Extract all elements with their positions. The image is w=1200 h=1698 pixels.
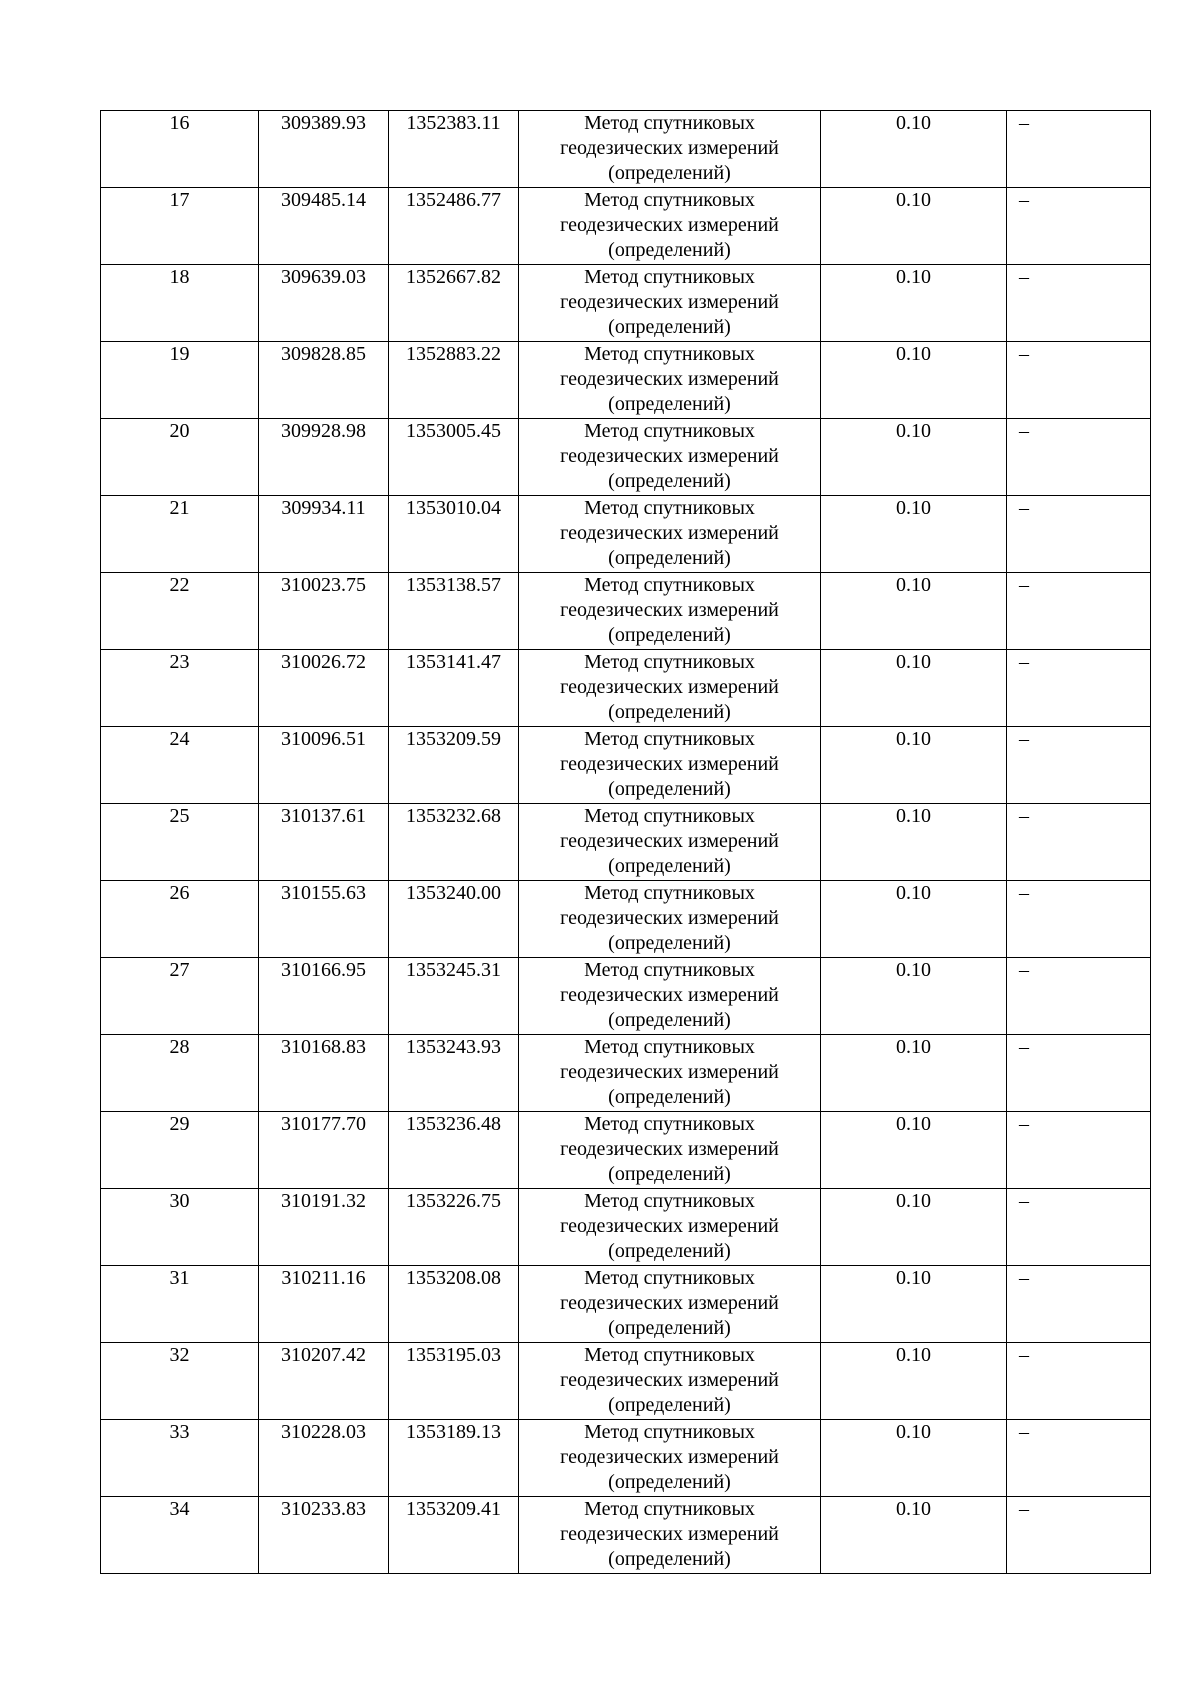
- method-cell: [519, 419, 821, 496]
- x-coordinate-cell: 310137.61: [259, 804, 389, 881]
- x-coordinate-cell: 310155.63: [259, 881, 389, 958]
- y-coordinate-cell: 1353226.75: [389, 1189, 519, 1266]
- method-text-line: Метод спутниковых: [584, 1036, 755, 1058]
- method-cell: [519, 1343, 821, 1420]
- table-row: [101, 958, 1151, 1035]
- accuracy-cell: 0.10: [821, 111, 1007, 188]
- accuracy-cell: 0.10: [821, 573, 1007, 650]
- accuracy-cell: 0.10: [821, 958, 1007, 1035]
- y-coordinate-cell: 1353141.47: [389, 650, 519, 727]
- accuracy-cell: 0.10: [821, 1266, 1007, 1343]
- method-cell: [519, 1189, 821, 1266]
- table-row: [101, 1266, 1151, 1343]
- method-cell: [519, 804, 821, 881]
- method-text-line: Метод спутниковых: [584, 420, 755, 442]
- x-coordinate-cell: 310177.70: [259, 1112, 389, 1189]
- method-text-line: (определений): [608, 701, 731, 723]
- point-number-cell: 25: [101, 804, 259, 881]
- method-text-line: Метод спутниковых: [584, 189, 755, 211]
- x-coordinate-cell: 309639.03: [259, 265, 389, 342]
- table-row: [101, 1112, 1151, 1189]
- table-row: [101, 1497, 1151, 1574]
- accuracy-cell: 0.10: [821, 1189, 1007, 1266]
- method-text-line: геодезических измерений: [560, 291, 779, 313]
- x-coordinate-cell: 310023.75: [259, 573, 389, 650]
- method-text-line: (определений): [608, 1009, 731, 1031]
- method-text-line: геодезических измерений: [560, 1523, 779, 1545]
- x-coordinate-cell: 310211.16: [259, 1266, 389, 1343]
- method-cell: [519, 727, 821, 804]
- method-text-line: (определений): [608, 1163, 731, 1185]
- y-coordinate-cell: 1353232.68: [389, 804, 519, 881]
- method-text-line: (определений): [608, 1086, 731, 1108]
- point-number-cell: 18: [101, 265, 259, 342]
- accuracy-cell: 0.10: [821, 650, 1007, 727]
- method-cell: [519, 342, 821, 419]
- method-text-line: (определений): [608, 316, 731, 338]
- y-coordinate-cell: 1353138.57: [389, 573, 519, 650]
- y-coordinate-cell: 1353236.48: [389, 1112, 519, 1189]
- method-text-line: геодезических измерений: [560, 214, 779, 236]
- accuracy-cell: 0.10: [821, 1343, 1007, 1420]
- method-text-line: Метод спутниковых: [584, 728, 755, 750]
- x-coordinate-cell: 310096.51: [259, 727, 389, 804]
- x-coordinate-cell: 309485.14: [259, 188, 389, 265]
- method-text-line: геодезических измерений: [560, 676, 779, 698]
- table-row: [101, 419, 1151, 496]
- accuracy-cell: 0.10: [821, 1112, 1007, 1189]
- x-coordinate-cell: 310233.83: [259, 1497, 389, 1574]
- method-text-line: Метод спутниковых: [584, 1267, 755, 1289]
- coordinates-table: [100, 110, 1151, 1574]
- x-coordinate-cell: 310166.95: [259, 958, 389, 1035]
- method-text-line: геодезических измерений: [560, 1446, 779, 1468]
- method-cell: [519, 573, 821, 650]
- remark-cell: –: [1007, 573, 1151, 650]
- point-number-cell: 28: [101, 1035, 259, 1112]
- method-text-line: (определений): [608, 778, 731, 800]
- method-cell: [519, 1420, 821, 1497]
- remark-cell: –: [1007, 1189, 1151, 1266]
- table-row: [101, 1189, 1151, 1266]
- x-coordinate-cell: 310026.72: [259, 650, 389, 727]
- y-coordinate-cell: 1352383.11: [389, 111, 519, 188]
- accuracy-cell: 0.10: [821, 1420, 1007, 1497]
- accuracy-cell: 0.10: [821, 419, 1007, 496]
- method-text-line: Метод спутниковых: [584, 266, 755, 288]
- method-cell: [519, 881, 821, 958]
- remark-cell: –: [1007, 958, 1151, 1035]
- table-row: [101, 650, 1151, 727]
- point-number-cell: 17: [101, 188, 259, 265]
- method-text-line: геодезических измерений: [560, 984, 779, 1006]
- accuracy-cell: 0.10: [821, 188, 1007, 265]
- method-text-line: (определений): [608, 1471, 731, 1493]
- y-coordinate-cell: 1352667.82: [389, 265, 519, 342]
- method-text-line: (определений): [608, 1240, 731, 1262]
- method-text-line: (определений): [608, 1394, 731, 1416]
- method-text-line: (определений): [608, 162, 731, 184]
- method-text-line: геодезических измерений: [560, 907, 779, 929]
- method-cell: [519, 111, 821, 188]
- method-text-line: (определений): [608, 1317, 731, 1339]
- y-coordinate-cell: 1353245.31: [389, 958, 519, 1035]
- method-text-line: Метод спутниковых: [584, 959, 755, 981]
- remark-cell: –: [1007, 1420, 1151, 1497]
- y-coordinate-cell: 1353005.45: [389, 419, 519, 496]
- point-number-cell: 24: [101, 727, 259, 804]
- x-coordinate-cell: 310207.42: [259, 1343, 389, 1420]
- method-text-line: (определений): [608, 547, 731, 569]
- point-number-cell: 23: [101, 650, 259, 727]
- y-coordinate-cell: 1353189.13: [389, 1420, 519, 1497]
- method-text-line: геодезических измерений: [560, 1369, 779, 1391]
- remark-cell: –: [1007, 1343, 1151, 1420]
- accuracy-cell: 0.10: [821, 1035, 1007, 1112]
- table-row: [101, 573, 1151, 650]
- point-number-cell: 30: [101, 1189, 259, 1266]
- method-text-line: Метод спутниковых: [584, 574, 755, 596]
- accuracy-cell: 0.10: [821, 342, 1007, 419]
- point-number-cell: 29: [101, 1112, 259, 1189]
- x-coordinate-cell: 310228.03: [259, 1420, 389, 1497]
- remark-cell: –: [1007, 804, 1151, 881]
- table-row: [101, 342, 1151, 419]
- x-coordinate-cell: 309828.85: [259, 342, 389, 419]
- method-text-line: геодезических измерений: [560, 1061, 779, 1083]
- accuracy-cell: 0.10: [821, 496, 1007, 573]
- method-cell: [519, 1035, 821, 1112]
- remark-cell: –: [1007, 342, 1151, 419]
- method-text-line: геодезических измерений: [560, 522, 779, 544]
- method-text-line: Метод спутниковых: [584, 1190, 755, 1212]
- method-text-line: Метод спутниковых: [584, 651, 755, 673]
- accuracy-cell: 0.10: [821, 804, 1007, 881]
- point-number-cell: 31: [101, 1266, 259, 1343]
- method-text-line: геодезических измерений: [560, 753, 779, 775]
- method-text-line: геодезических измерений: [560, 1292, 779, 1314]
- table-row: [101, 1035, 1151, 1112]
- remark-cell: –: [1007, 188, 1151, 265]
- remark-cell: –: [1007, 496, 1151, 573]
- method-text-line: Метод спутниковых: [584, 497, 755, 519]
- table-row: [101, 804, 1151, 881]
- y-coordinate-cell: 1353208.08: [389, 1266, 519, 1343]
- y-coordinate-cell: 1353240.00: [389, 881, 519, 958]
- point-number-cell: 26: [101, 881, 259, 958]
- method-text-line: (определений): [608, 855, 731, 877]
- method-cell: [519, 496, 821, 573]
- y-coordinate-cell: 1353209.41: [389, 1497, 519, 1574]
- point-number-cell: 27: [101, 958, 259, 1035]
- table-row: [101, 1420, 1151, 1497]
- x-coordinate-cell: 309934.11: [259, 496, 389, 573]
- method-text-line: Метод спутниковых: [584, 1498, 755, 1520]
- method-text-line: Метод спутниковых: [584, 805, 755, 827]
- method-text-line: геодезических измерений: [560, 830, 779, 852]
- x-coordinate-cell: 309928.98: [259, 419, 389, 496]
- x-coordinate-cell: 310191.32: [259, 1189, 389, 1266]
- accuracy-cell: 0.10: [821, 1497, 1007, 1574]
- method-text-line: (определений): [608, 1548, 731, 1570]
- method-text-line: (определений): [608, 393, 731, 415]
- remark-cell: –: [1007, 111, 1151, 188]
- method-text-line: Метод спутниковых: [584, 1344, 755, 1366]
- remark-cell: –: [1007, 1266, 1151, 1343]
- y-coordinate-cell: 1353243.93: [389, 1035, 519, 1112]
- table-row: [101, 188, 1151, 265]
- y-coordinate-cell: 1352486.77: [389, 188, 519, 265]
- accuracy-cell: 0.10: [821, 265, 1007, 342]
- method-text-line: (определений): [608, 239, 731, 261]
- point-number-cell: 16: [101, 111, 259, 188]
- table-row: [101, 881, 1151, 958]
- point-number-cell: 20: [101, 419, 259, 496]
- method-text-line: Метод спутниковых: [584, 112, 755, 134]
- table-row: [101, 111, 1151, 188]
- remark-cell: –: [1007, 1112, 1151, 1189]
- remark-cell: –: [1007, 1035, 1151, 1112]
- method-text-line: Метод спутниковых: [584, 1421, 755, 1443]
- method-text-line: геодезических измерений: [560, 368, 779, 390]
- table-row: [101, 265, 1151, 342]
- method-text-line: (определений): [608, 470, 731, 492]
- remark-cell: –: [1007, 419, 1151, 496]
- x-coordinate-cell: 310168.83: [259, 1035, 389, 1112]
- method-text-line: Метод спутниковых: [584, 1113, 755, 1135]
- method-text-line: (определений): [608, 932, 731, 954]
- table-row: [101, 1343, 1151, 1420]
- y-coordinate-cell: 1352883.22: [389, 342, 519, 419]
- method-text-line: геодезических измерений: [560, 1138, 779, 1160]
- method-text-line: геодезических измерений: [560, 1215, 779, 1237]
- table-row: [101, 727, 1151, 804]
- y-coordinate-cell: 1353195.03: [389, 1343, 519, 1420]
- point-number-cell: 32: [101, 1343, 259, 1420]
- table-row: [101, 496, 1151, 573]
- accuracy-cell: 0.10: [821, 727, 1007, 804]
- method-text-line: геодезических измерений: [560, 599, 779, 621]
- method-cell: [519, 1112, 821, 1189]
- remark-cell: –: [1007, 881, 1151, 958]
- remark-cell: –: [1007, 265, 1151, 342]
- coordinates-table-body: [101, 111, 1151, 1574]
- y-coordinate-cell: 1353010.04: [389, 496, 519, 573]
- method-text-line: (определений): [608, 624, 731, 646]
- method-cell: [519, 650, 821, 727]
- method-cell: [519, 1497, 821, 1574]
- point-number-cell: 21: [101, 496, 259, 573]
- accuracy-cell: 0.10: [821, 881, 1007, 958]
- method-cell: [519, 958, 821, 1035]
- method-text-line: Метод спутниковых: [584, 343, 755, 365]
- point-number-cell: 34: [101, 1497, 259, 1574]
- point-number-cell: 22: [101, 573, 259, 650]
- point-number-cell: 19: [101, 342, 259, 419]
- method-cell: [519, 188, 821, 265]
- method-text-line: геодезических измерений: [560, 137, 779, 159]
- x-coordinate-cell: 309389.93: [259, 111, 389, 188]
- point-number-cell: 33: [101, 1420, 259, 1497]
- method-cell: [519, 265, 821, 342]
- y-coordinate-cell: 1353209.59: [389, 727, 519, 804]
- remark-cell: –: [1007, 1497, 1151, 1574]
- method-cell: [519, 1266, 821, 1343]
- method-text-line: Метод спутниковых: [584, 882, 755, 904]
- method-text-line: геодезических измерений: [560, 445, 779, 467]
- remark-cell: –: [1007, 727, 1151, 804]
- remark-cell: –: [1007, 650, 1151, 727]
